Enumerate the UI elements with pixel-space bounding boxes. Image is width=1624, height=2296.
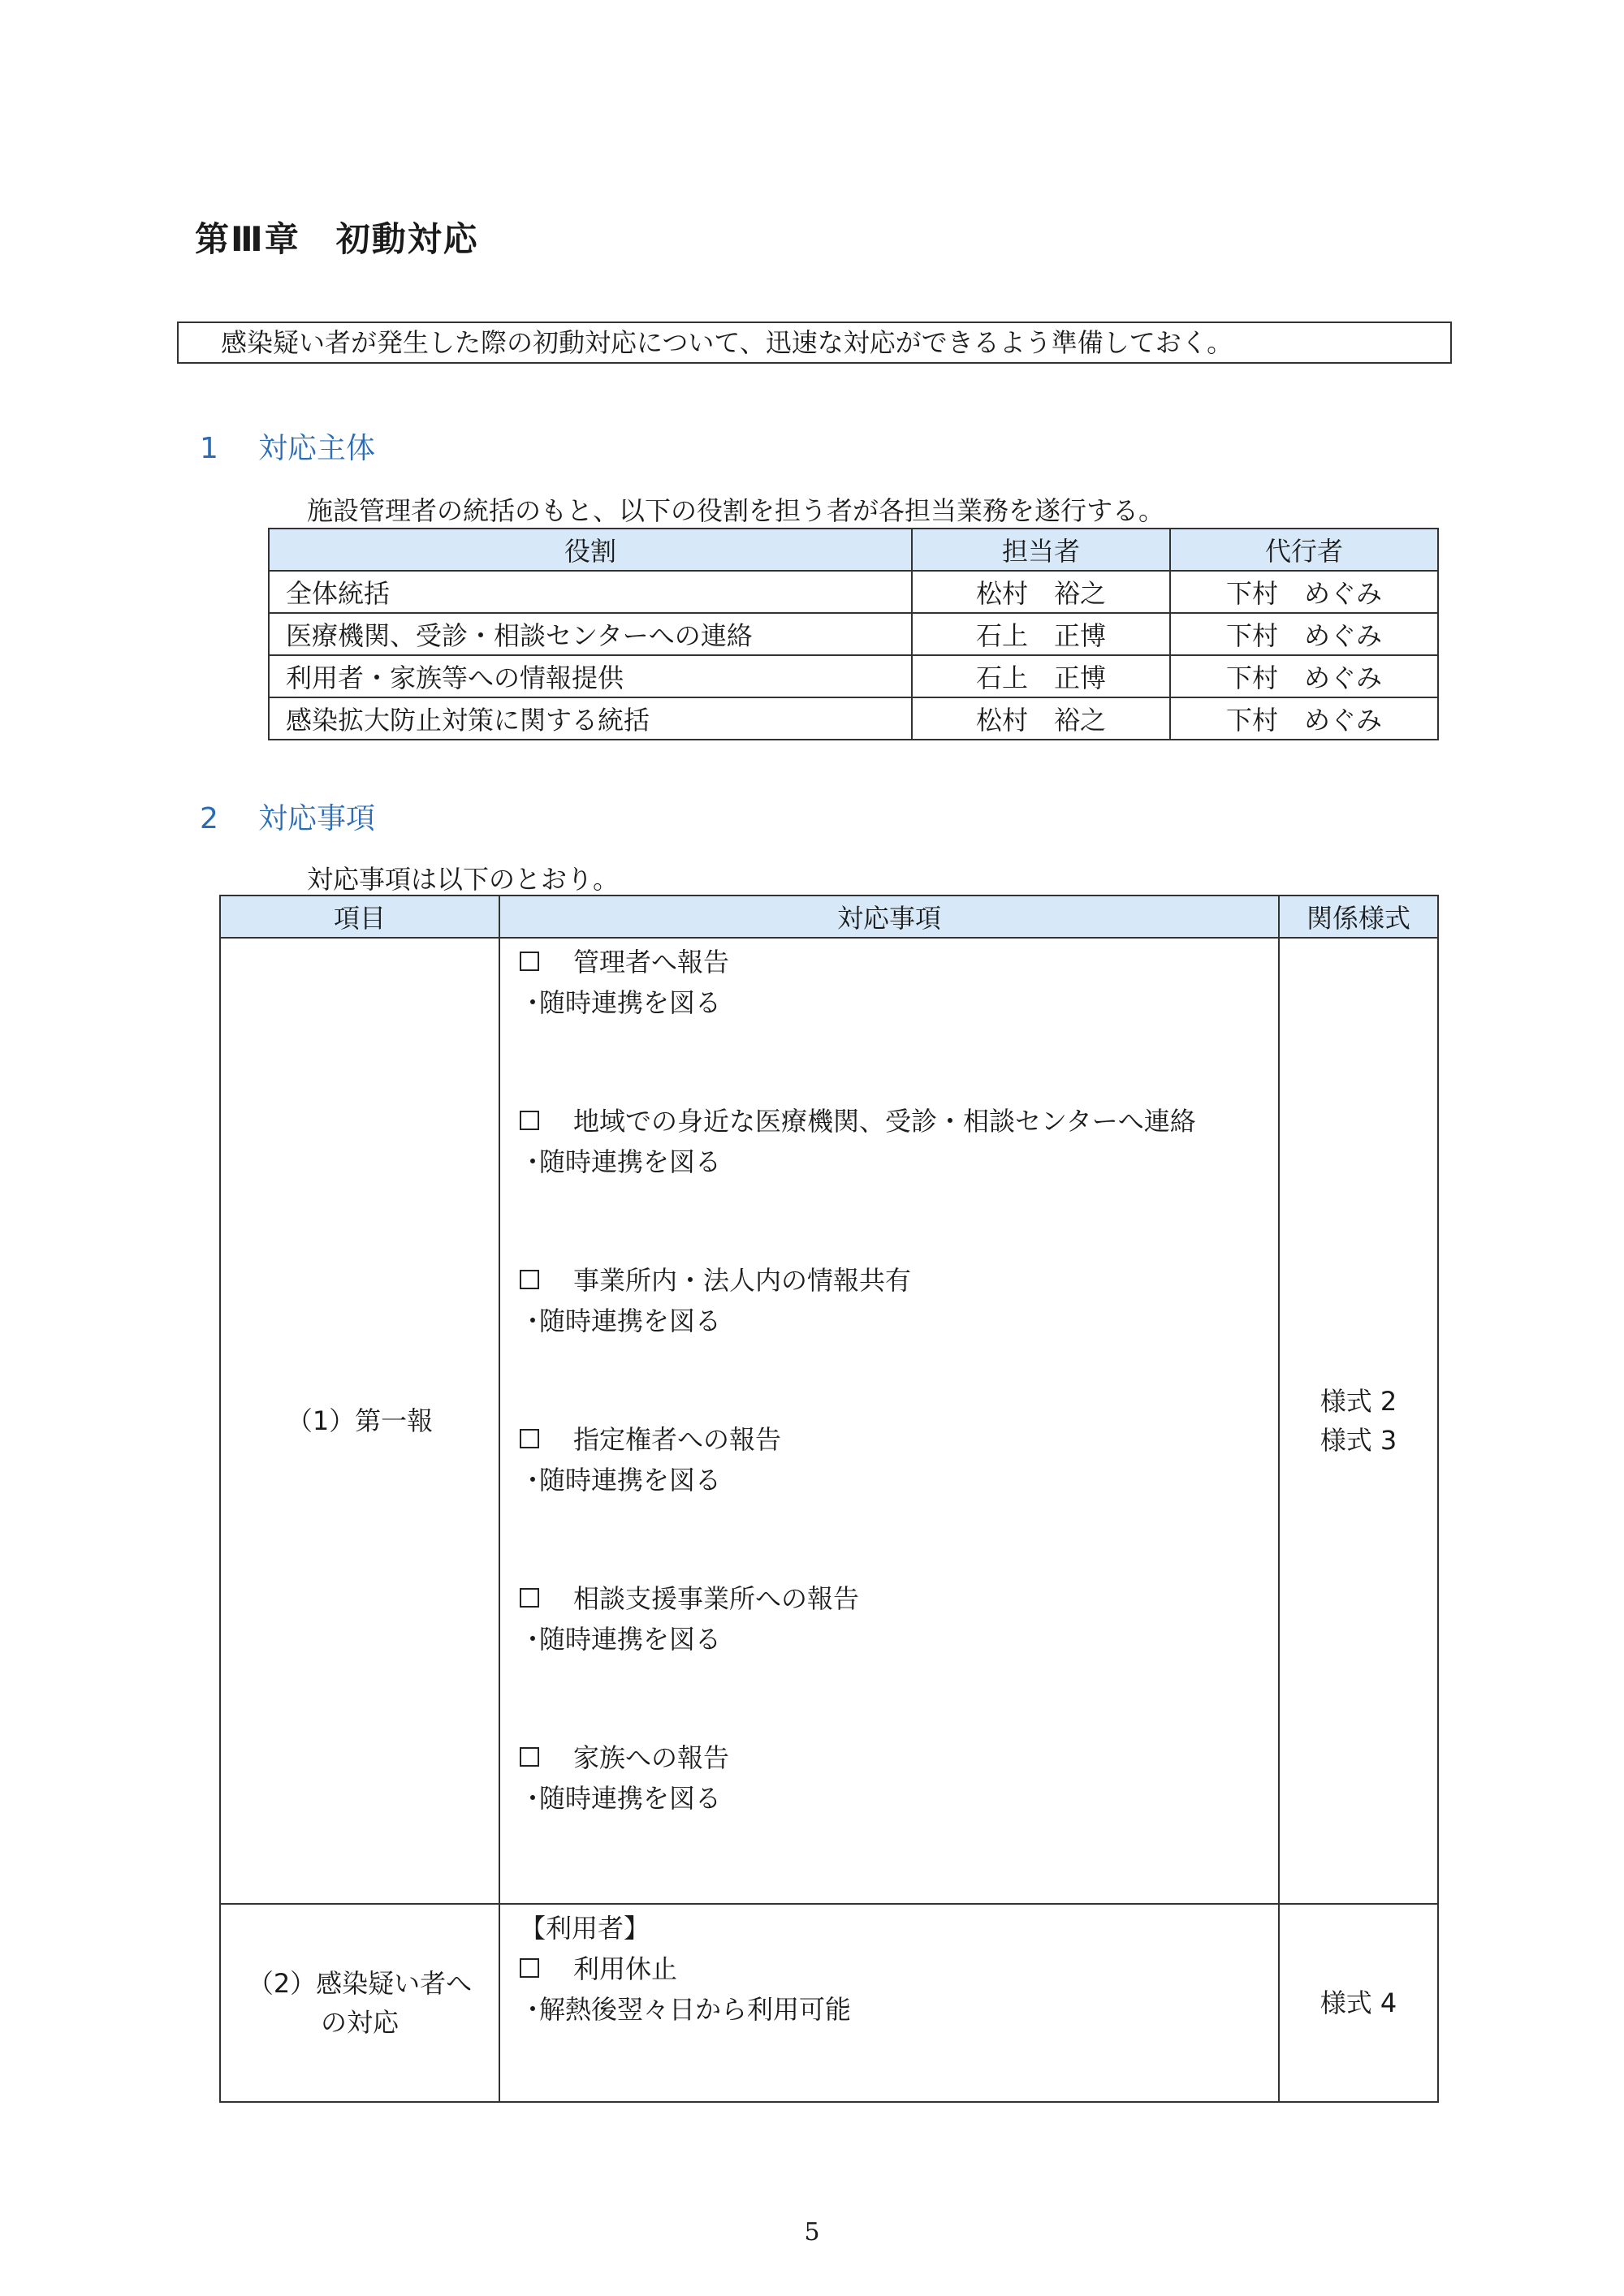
action-cell	[499, 938, 1279, 1904]
action-note: 随時連携を図る	[539, 1624, 722, 1655]
person-cell: 松村 裕之	[912, 697, 1170, 740]
header-person: 担当者	[912, 529, 1170, 571]
bullet-icon: ・	[520, 1146, 546, 1177]
section-2-number: 2	[200, 802, 218, 835]
table-row	[269, 571, 1438, 613]
header-role: 役割	[269, 529, 912, 571]
deputy-cell: 下村 めぐみ	[1170, 655, 1438, 697]
action-item	[520, 1101, 1262, 1260]
table-row	[269, 613, 1438, 655]
section-1-intro: 施設管理者の統括のもと、以下の役割を担う者が各担当業務を遂行する。	[307, 495, 1165, 526]
form-label: 様式 4	[1320, 1987, 1397, 2018]
action-cell	[499, 1904, 1279, 2102]
table-row	[269, 655, 1438, 697]
form-label: 様式 3	[1320, 1425, 1397, 1456]
bullet-icon: ・	[520, 1624, 546, 1655]
checkbox-icon[interactable]	[520, 1270, 539, 1289]
item-label-line1: （2）感染疑い者へ	[247, 1968, 473, 1999]
action-item	[520, 1578, 1262, 1737]
action-title: 事業所内・法人内の情報共有	[573, 1265, 912, 1296]
header-forms: 関係様式	[1279, 896, 1438, 938]
deputy-cell: 下村 めぐみ	[1170, 613, 1438, 655]
section-1-heading	[200, 425, 375, 467]
chapter-title: 第Ⅲ章 初動対応	[195, 219, 479, 259]
checkbox-icon[interactable]	[520, 1958, 539, 1978]
action-title: 指定権者への報告	[573, 1424, 782, 1455]
header-item: 項目	[220, 896, 499, 938]
item-label-line2: の対応	[320, 2007, 399, 2038]
person-cell: 松村 裕之	[912, 571, 1170, 613]
action-note: 随時連携を図る	[539, 1783, 722, 1814]
form-cell	[1279, 938, 1438, 1904]
form-label: 様式 2	[1320, 1386, 1397, 1417]
action-note: 随時連携を図る	[539, 1306, 722, 1336]
checkbox-icon[interactable]	[520, 1747, 539, 1767]
roles-table	[268, 528, 1439, 740]
action-item	[520, 1260, 1262, 1419]
action-note: 随時連携を図る	[539, 1465, 722, 1495]
checkbox-icon[interactable]	[520, 1111, 539, 1130]
action-title: 家族への報告	[573, 1742, 730, 1773]
person-cell: 石上 正博	[912, 655, 1170, 697]
action-note: 解熱後翌々日から利用可能	[539, 1994, 852, 2025]
table-row	[220, 938, 1438, 1904]
checkbox-icon[interactable]	[520, 1588, 539, 1608]
bullet-icon: ・	[520, 1306, 546, 1336]
action-title: 地域での身近な医療機関、受診・相談センターへ連絡	[573, 1106, 1196, 1137]
item-cell	[220, 1904, 499, 2102]
role-cell: 全体統括	[269, 571, 912, 613]
action-item	[520, 1419, 1262, 1578]
bullet-icon: ・	[520, 1783, 546, 1814]
person-cell: 石上 正博	[912, 613, 1170, 655]
section-2-title: 対応事項	[258, 802, 376, 835]
item-cell	[220, 938, 499, 1904]
group-label: 【利用者】	[520, 1913, 650, 1944]
summary-text: 感染疑い者が発生した際の初動対応について、迅速な対応ができるよう準備しておく。	[221, 327, 1233, 358]
action-item	[520, 1737, 1262, 1867]
section-1-title: 対応主体	[258, 432, 376, 465]
checkbox-icon[interactable]	[520, 952, 539, 971]
table-row	[269, 697, 1438, 740]
section-2-heading	[200, 796, 375, 837]
action-note: 随時連携を図る	[539, 987, 722, 1018]
action-title: 管理者へ報告	[573, 947, 730, 978]
item-label: （1）第一報	[286, 1405, 434, 1436]
deputy-cell: 下村 めぐみ	[1170, 697, 1438, 740]
role-cell: 利用者・家族等への情報提供	[269, 655, 912, 697]
action-item	[520, 942, 1262, 1101]
page-number: 5	[804, 2218, 820, 2246]
actions-table	[219, 895, 1439, 2103]
section-1-number: 1	[200, 432, 218, 465]
deputy-cell: 下村 めぐみ	[1170, 571, 1438, 613]
header-deputy: 代行者	[1170, 529, 1438, 571]
roles-header-row	[269, 529, 1438, 571]
actions-header-row	[220, 896, 1438, 938]
checkbox-icon[interactable]	[520, 1429, 539, 1448]
action-title: 相談支援事業所への報告	[573, 1583, 860, 1614]
role-cell: 感染拡大防止対策に関する統括	[269, 697, 912, 740]
bullet-icon: ・	[520, 1994, 546, 2025]
form-cell	[1279, 1904, 1438, 2102]
bullet-icon: ・	[520, 987, 546, 1018]
role-cell: 医療機関、受診・相談センターへの連絡	[269, 613, 912, 655]
action-note: 随時連携を図る	[539, 1146, 722, 1177]
action-title: 利用休止	[573, 1953, 678, 1984]
header-actions: 対応事項	[499, 896, 1279, 938]
table-row	[220, 1904, 1438, 2102]
section-2-intro: 対応事項は以下のとおり。	[307, 864, 620, 895]
bullet-icon: ・	[520, 1465, 546, 1495]
summary-box	[177, 322, 1452, 364]
